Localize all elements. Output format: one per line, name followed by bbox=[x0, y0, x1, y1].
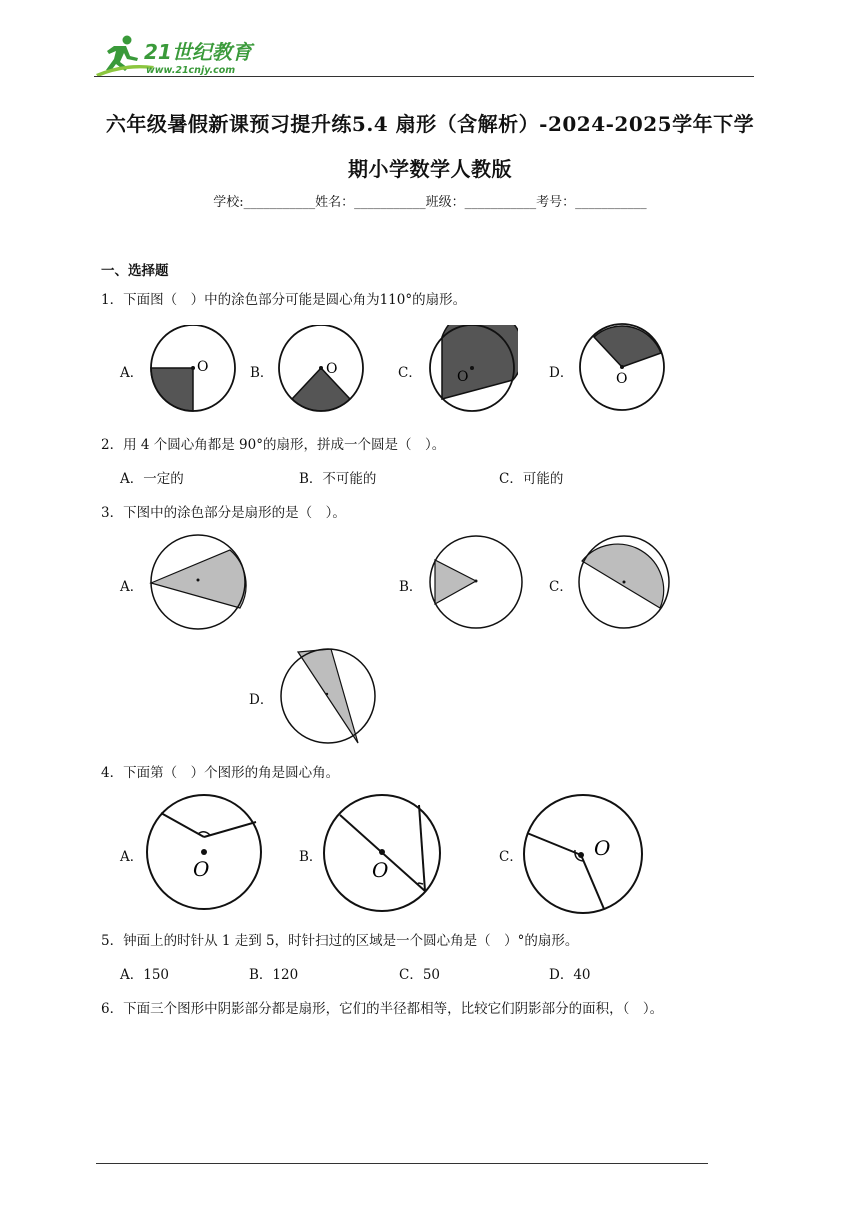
q1-option-a-label[interactable]: A． bbox=[120, 365, 144, 381]
q1-figure-d bbox=[579, 323, 669, 413]
q2-option-b[interactable]: B．不可能的 bbox=[299, 471, 377, 487]
q3-figure-b bbox=[429, 534, 525, 630]
q3-option-a-label[interactable]: A． bbox=[120, 579, 144, 595]
question-6-text: 6．下面三个图形中阴影部分都是扇形，它们的半径都相等，比较它们阴影部分的面积，（ ）。 bbox=[101, 1001, 664, 1017]
q2-option-c[interactable]: C．可能的 bbox=[499, 471, 564, 487]
q1-figure-c bbox=[428, 325, 518, 413]
q4-option-c-label[interactable]: C． bbox=[499, 849, 523, 865]
q5-option-b[interactable]: B．120 bbox=[249, 967, 299, 983]
footer-rule bbox=[96, 1163, 708, 1164]
q1-option-b-label[interactable]: B． bbox=[250, 365, 274, 381]
q3-figure-d bbox=[278, 646, 378, 744]
q4-option-a-label[interactable]: A． bbox=[120, 849, 144, 865]
logo-brand-text: 21世纪教育 bbox=[144, 40, 252, 64]
q1c-center-label: O bbox=[457, 369, 469, 385]
document-title-line1: 六年级暑假新课预习提升练5.4 扇形（含解析）-2024-2025学年下学 bbox=[105, 112, 755, 136]
question-2-text: 2．用 4 个圆心角都是 90°的扇形，拼成一个圆是（ ）。 bbox=[101, 437, 446, 453]
header-rule bbox=[94, 76, 754, 77]
section-heading: 一、选择题 bbox=[101, 263, 169, 279]
q3-option-b-label[interactable]: B． bbox=[399, 579, 423, 595]
q4-figure-b bbox=[322, 793, 444, 915]
q4-option-b-label[interactable]: B． bbox=[299, 849, 323, 865]
q5-option-a[interactable]: A．150 bbox=[120, 967, 170, 983]
q1-figure-a bbox=[148, 325, 238, 413]
question-5-text: 5．钟面上的时针从 1 走到 5，时针扫过的区域是一个圆心角是（ ）°的扇形。 bbox=[101, 933, 579, 949]
logo-21cnjy bbox=[94, 32, 264, 80]
question-3-text: 3．下图中的涂色部分是扇形的是（ ）。 bbox=[101, 505, 346, 521]
document-title-line2: 期小学数学人教版 bbox=[348, 157, 512, 181]
q1-option-c-label[interactable]: C． bbox=[398, 365, 422, 381]
logo-url-text: www.21cnjy.com bbox=[146, 65, 236, 76]
q1d-center-label: O bbox=[616, 371, 628, 387]
q2-option-a[interactable]: A．一定的 bbox=[120, 471, 184, 487]
student-info-line[interactable]: 学校:___________姓名：___________班级：___________考号：___________ bbox=[213, 195, 647, 210]
q5-option-c[interactable]: C．50 bbox=[399, 967, 441, 983]
q3-figure-a bbox=[148, 533, 248, 631]
q4b-center-label: O bbox=[372, 858, 389, 882]
q3-option-c-label[interactable]: C． bbox=[549, 579, 573, 595]
q4a-center-label: O bbox=[193, 857, 210, 881]
q3-option-d-label[interactable]: D． bbox=[249, 692, 274, 708]
q3-figure-c bbox=[578, 534, 672, 630]
q4-figure-c bbox=[522, 793, 644, 915]
q5-option-d[interactable]: D．40 bbox=[549, 967, 591, 983]
q1b-center-label: O bbox=[326, 361, 338, 377]
q1-figure-b bbox=[277, 325, 367, 413]
q4c-center-label: O bbox=[594, 836, 611, 860]
q1-option-d-label[interactable]: D． bbox=[549, 365, 574, 381]
question-1-text: 1．下面图（ ）中的涂色部分可能是圆心角为110°的扇形。 bbox=[101, 292, 467, 308]
q4-figure-a bbox=[145, 793, 265, 913]
question-4-text: 4．下面第（ ）个图形的角是圆心角。 bbox=[101, 765, 340, 781]
q1a-center-label: O bbox=[197, 359, 209, 375]
